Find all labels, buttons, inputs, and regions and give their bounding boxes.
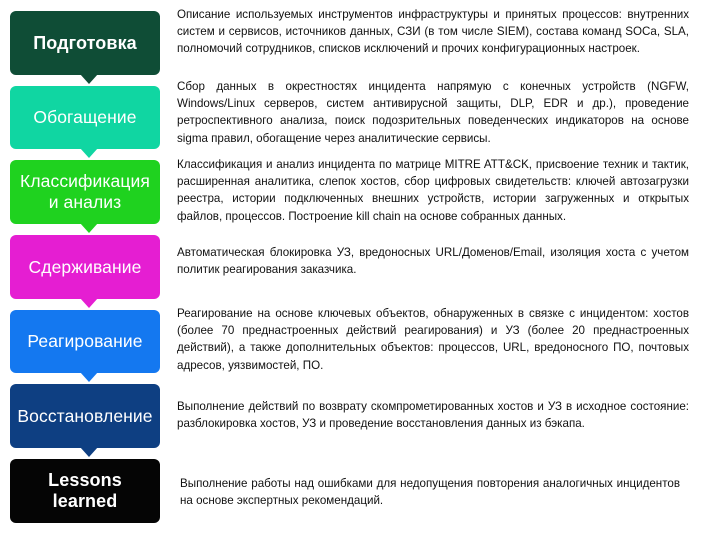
stage-label: Lessons learned [48, 470, 122, 511]
arrow-notch [80, 298, 98, 308]
stage-description: Классификация и анализ инцидента по матрице MITRE ATT&CK, присвоение техник и тактик, расширенная аналитика, слепок хостов, сбор цифровых свидетельств: ключей автозагрузки реестра, истории подключенных внешних устройств, истории загруженных и открытых файлов, процессов. Построение kill chain на основе собранных данных. [177, 158, 689, 223]
stage-containment [10, 235, 160, 299]
stage-response [10, 310, 160, 373]
arrow-notch [80, 223, 98, 233]
arrow-notch [80, 372, 98, 382]
stage-classification-analysis [10, 160, 160, 224]
stage-label: Подготовка [33, 32, 137, 53]
stage-label: Обогащение [33, 107, 137, 127]
stage-description: Описание используемых инструментов инфраструктуры и принятых процессов: внутренних систем и сервисов, источников данных, СЗИ (в том числе SIEM), состава команд SOCа, SLA, полномочий сотрудников, списков исключений и прочих конфигурационных настроек. [177, 8, 689, 56]
stage-description: Автоматическая блокировка УЗ, вредоносных URL/Доменов/Email, изоляция хоста с учетом политик реагирования заказчика. [177, 246, 689, 277]
stage-description: Выполнение работы над ошибками для недопущения повторения аналогичных инцидентов на основе экспертных рекомендаций. [180, 477, 680, 508]
stage-label: Восстановление [17, 405, 153, 426]
arrow-notch [80, 148, 98, 158]
stage-description: Выполнение действий по возврату скомпрометированных хостов и УЗ в исходное состояние: разблокировка хостов, УЗ и проведение восстановления данных из бэкапа. [177, 400, 689, 431]
stage-lessons-learned [10, 459, 160, 523]
arrow-notch [80, 74, 98, 84]
stage-description: Реагирование на основе ключевых объектов, обнаруженных в связке с инцидентом: хостов (более 70 преднастроенных действий реагирования) и УЗ (более 20 преднастроенных действий), а также дополнительных объектов: процессов, URL, вредоносного ПО, почтовых адресов, уязвимостей, ПО. [177, 307, 689, 372]
stage-label: Сдерживание [28, 256, 142, 277]
stage-label: Реагирование [27, 331, 143, 351]
stage-recovery [10, 384, 160, 448]
arrow-notch [80, 447, 98, 457]
stage-description: Сбор данных в окрестностях инцидента напрямую с конечных устройств (NGFW, Windows/Linux серверов, систем антивирусной защиты, DLP, EDR и др.), проведение ретроспективного анализа, поиск подозрительных поведенческих индикаторов на основе sigma правил, обогащение через аналитические сервисы. [177, 80, 689, 145]
stage-preparation [10, 11, 160, 75]
stage-label: Классификация и анализ [20, 171, 150, 212]
stage-enrichment [10, 86, 160, 149]
